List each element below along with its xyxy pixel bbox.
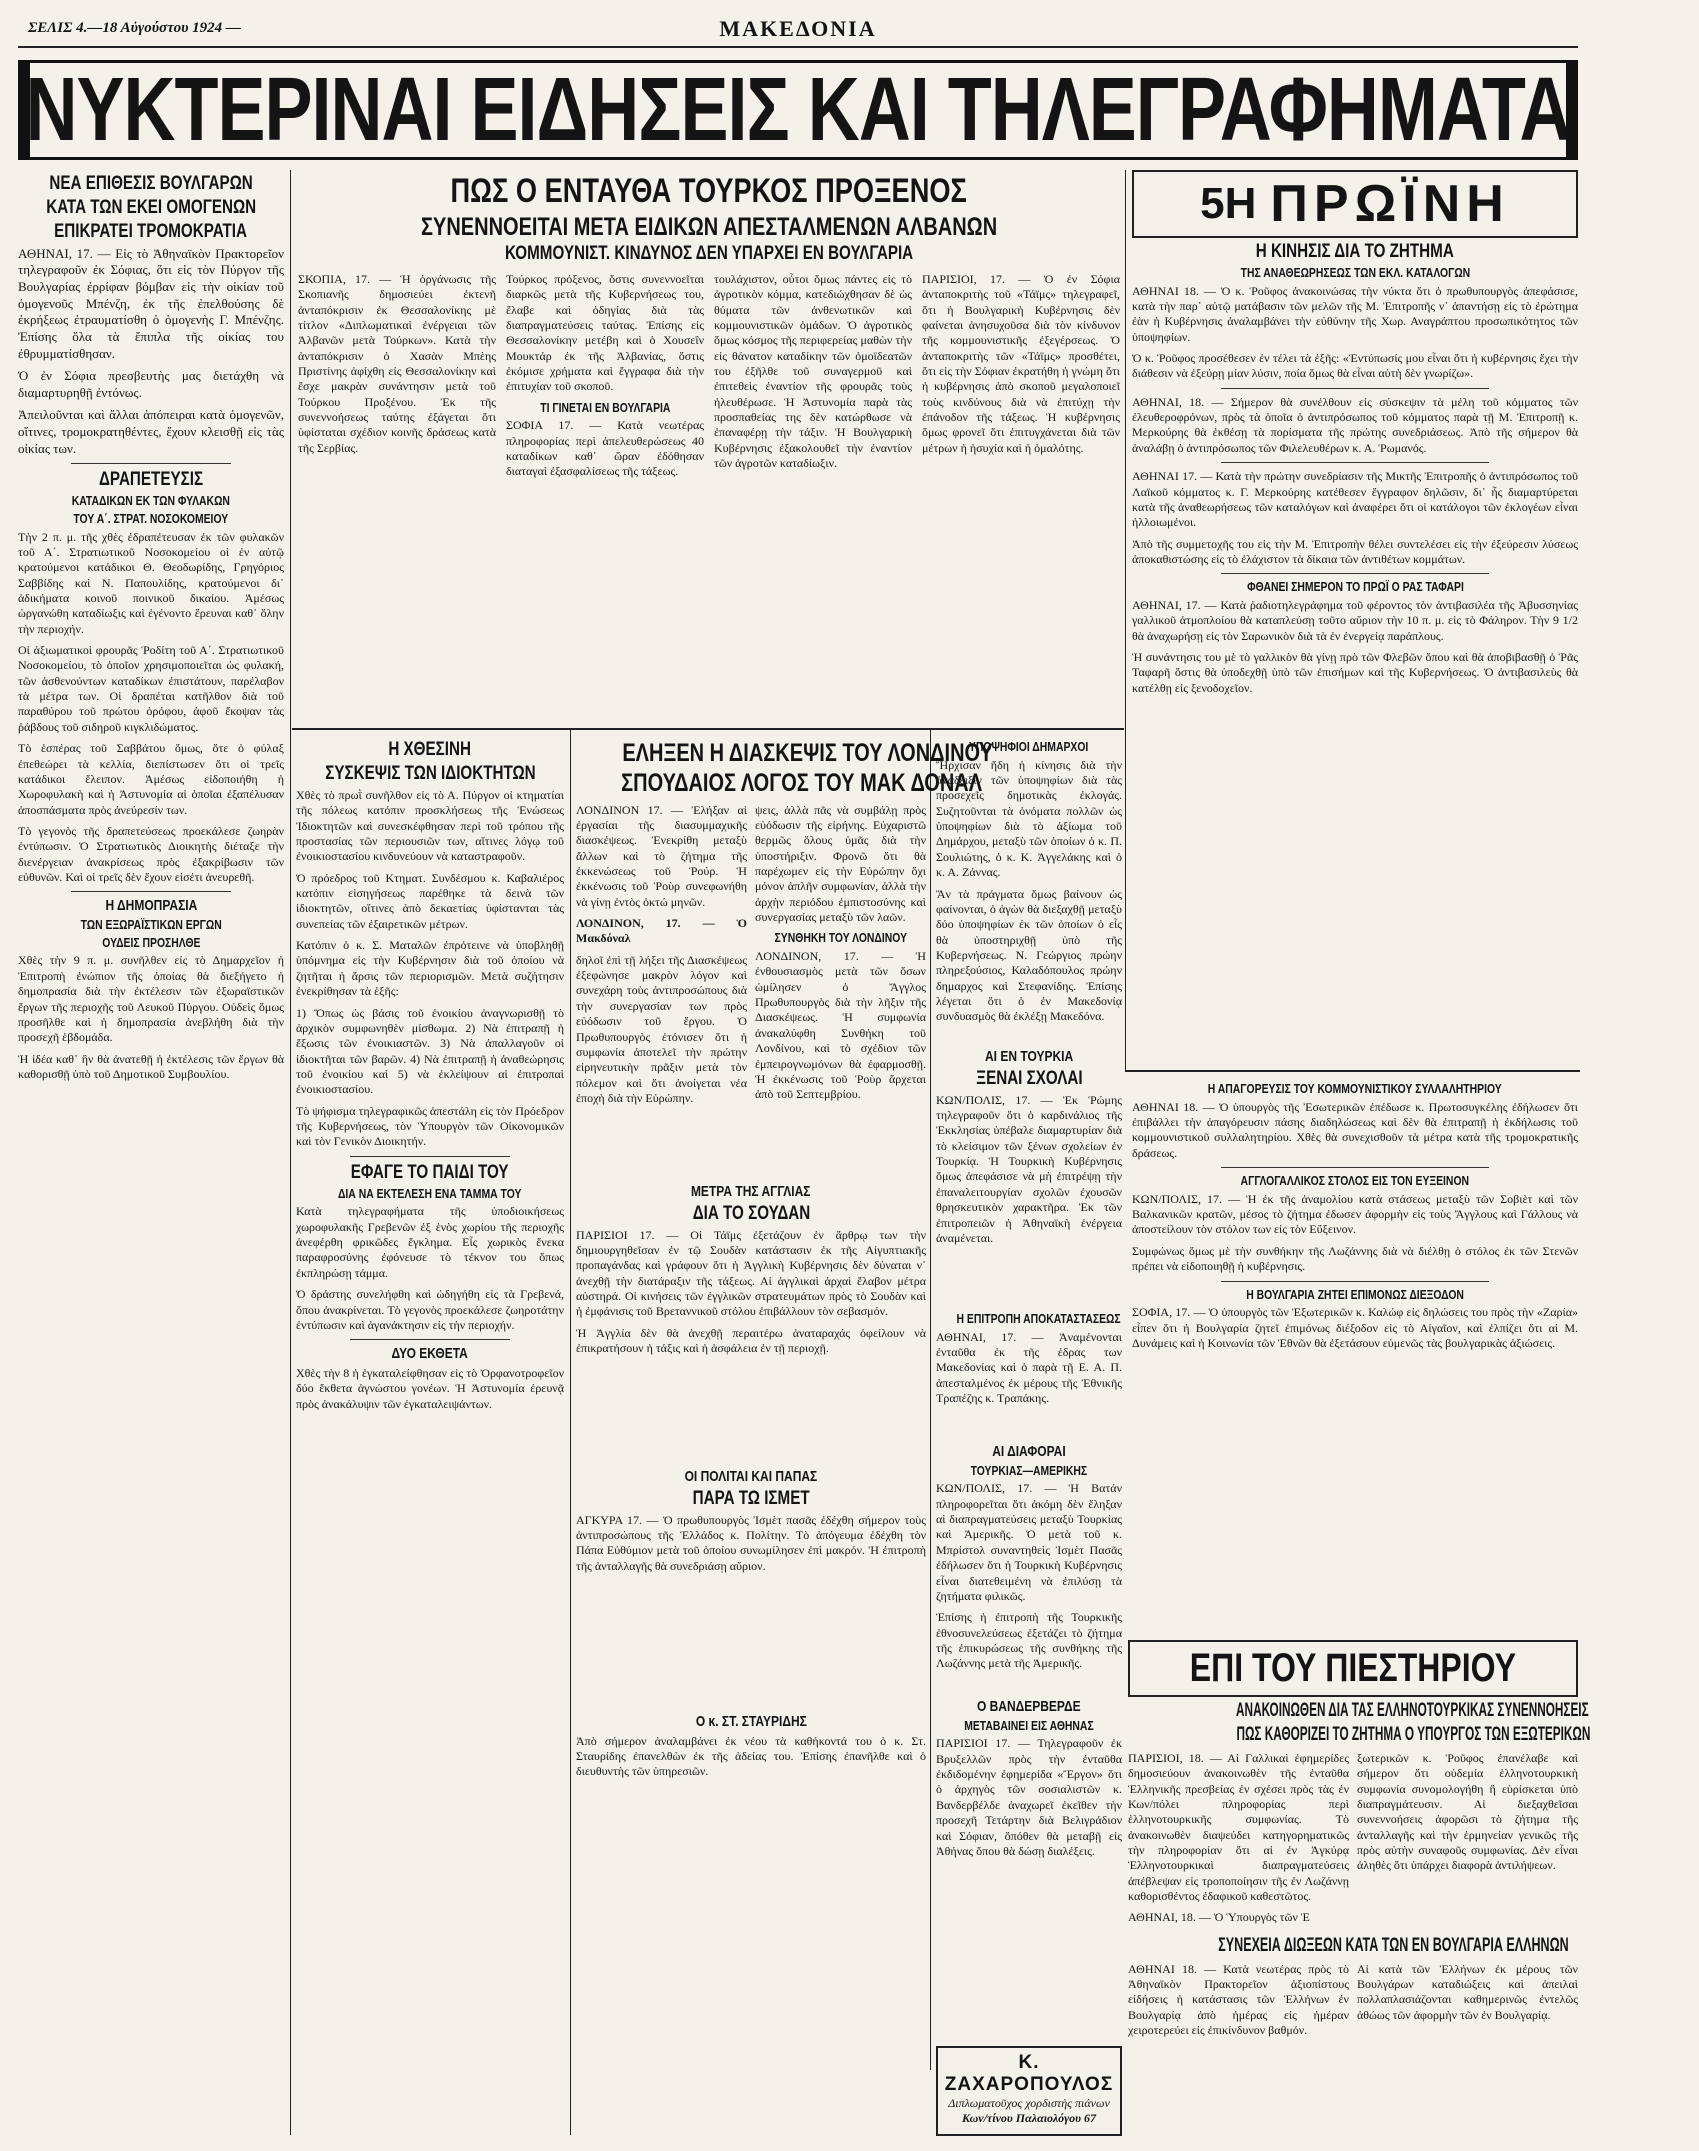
article-subheadline: ΤΩΝ ΕΞΩΡΑΪΣΤΙΚΩΝ ΕΡΓΩΝ: [80, 917, 222, 933]
article-paragraph: ΠΑΡΙΣΙΟΙ, 18. — Αἱ Γαλλικαὶ ἐφημερίδες δημοσιεύουν ἀνακοινωθὲν τῆς ἐνταῦθα Ἑλληνικῆς πρεσβείας ἐν σχέσει πρὸς τὰς ἐν Κων/πόλει πληροφορίας περὶ ἑλληνοτουρκικῆς συμφωνίας. Τὸ ἀνακοινωθὲν διαψεύδει κατηγορηματικῶς τὴν πληροφορίαν ὅτι αἱ ἐν Ἀγκύρᾳ Ἑλληνοτουρκικαὶ διαπραγματεύσεις ἀπέβλεψαν εἰς τροποποίησιν τῆς ἐν Λωζάννῃ καθορισθέντος ἐδαφικοῦ καθεστῶτος.: [1128, 1750, 1349, 1904]
article-headline: ΕΛΗΞΕΝ Η ΔΙΑΣΚΕΨΙΣ ΤΟΥ ΛΟΝΔΙΝΟΥ: [622, 739, 993, 767]
article-paragraph: ΛΟΝΔΙΝΟΝ, 17. — Ἡ ἐνθουσιασμὸς μετὰ τῶν ὅσων ὡμίλησεν ὁ Ἄγγλος Πρωθυπουργὸς διὰ τὴν λῆξιν τῆς Διασκέψεως. Ἡ συμφωνία ἀνακαλύφθη Συνθήκη τοῦ Λονδίνου, καὶ τὸ σχέδιον τῶν ἐμπειρογνωμόνων θὰ ἐφαρμοσθῇ. Ἡ ἐκκένωσις τοῦ Ῥοὺρ ἄρχεται ἀπὸ τοῦ Σεπτεμβρίου.: [755, 949, 926, 1102]
column-rule: [1125, 170, 1126, 1070]
article-paragraph: Τὸ ψήφισμα τηλεγραφικῶς ἀπεστάλη εἰς τὸν Πρόεδρον τῆς Κυβερνήσεως, τὸν Ὑπουργὸν τῶν Οἰκονομικῶν καὶ τὸν Γενικὸν Διοικητήν.: [296, 1103, 564, 1149]
article-headline: ΔΥΟ ΕΚΘΕΤΑ: [391, 1345, 469, 1363]
article-headline: ΑΙ ΔΙΑΦΟΡΑΙ: [992, 1443, 1066, 1460]
article-fleet-black-sea: [1132, 1174, 1578, 1274]
masthead: [18, 14, 1578, 44]
article-separator: [1221, 1281, 1489, 1282]
article-paragraph: Ὁ ἐν Σόφια πρεσβευτὴς μας διετάχθη νὰ διαμαρτυρηθῇ ἐντόνως.: [18, 368, 284, 400]
article-column: [506, 270, 704, 486]
article-owners-meeting: [296, 740, 564, 1150]
article-subheadline: ΤΟΥ Α΄. ΣΤΡΑΤ. ΝΟΣΟΚΟΜΕΙΟΥ: [73, 510, 229, 526]
article-paragraph: ΠΑΡΙΣΙΟΙ 17. — Τηλεγραφοῦν ἐκ Βρυξελλῶν πρὸς τὴν ἐνταῦθα ἐκδιδομένην ἐφημερίδα «Ἔργον» ὅτι ὁ ἀρχηγὸς τῶν σοσιαλιστῶν κ. Βανδερβέλδε ἀναχωρεῖ ἐκεῖθεν τὴν προσεχῆ Τετάρτην διὰ Βελιγράδιον καὶ Σόφιαν, ὅπόθεν θὰ μεταβῇ εἰς Ἀθήνας ὅπου θὰ δώσῃ διαλέξεις.: [936, 1736, 1122, 1858]
article-paragraph: ΚΩΝ/ΠΟΛΙΣ, 17. — Ἡ Βατάν πληροφορεῖται ὅτι ἀκόμη δὲν ἔληξαν αἱ διαπραγματεύσεις μεταξὺ Τουρκίας καὶ Ἀμερικῆς. Ὁ μετὰ τοῦ κ. Μπρίστολ συναντηθεὶς Ἰσμὲτ Πασᾶς ἐδήλωσεν ὅτι ἡ Τουρκικὴ Κυβέρνησις εἶναι διατεθειμένη νὰ ἐπιλύσῃ τὰ ζητήματα φιλικῶς.: [936, 1481, 1122, 1603]
article-columns: [576, 801, 926, 1113]
column-left: [18, 170, 284, 2135]
article-subheadline: ΚΑΤΑΔΙΚΩΝ ΕΚ ΤΩΝ ΦΥΛΑΚΩΝ: [71, 493, 231, 509]
article-paragraph: Αἱ κατὰ τῶν Ἑλλήνων ἐκ μέρους τῶν Βουλγάρων καταδιώξεις καὶ ἀπειλαὶ πολλαπλασιάζονται καθημερινῶς ἐντελῶς ἀθώως τῶν ἀφορμὴν τῶν ἐν Βουλγαρίᾳ.: [1357, 1961, 1578, 2022]
article-paragraph: ΣΟΦΙΑ 17. — Κατὰ νεωτέρας πληροφορίας περὶ ἀπελευθερώσεως 40 καταδίκων καθ᾽ ὥραν ἐδόθησαν διαταγαὶ ἐξασφαλίσεως τῆς τάξεως.: [506, 418, 704, 479]
article-headline: ΥΠΟΨΗΦΙΟΙ ΔΗΜΑΡΧΟΙ: [969, 739, 1089, 754]
article-paragraph: ΠΑΡΙΣΙΟΙ 17. — Οἱ Τάϊμς ἐξετάζουν ἐν ἄρθρῳ των τὴν δημιουργηθεῖσαν ἐν τῷ Σουδὰν κατάστασιν ἐκ τῆς Αἰγυπτιακῆς προπαγάνδας καὶ γράφουν ὅτι ἡ Ἀγγλικὴ Κυβέρνησις δὲν δύναται ν᾽ ἀνεχθῇ τὴν διατάραξιν τῆς τάξεως. Αἱ ἀγγλικαὶ ἀρχαὶ ἔλαβον μέτρα αὐστηρά. Οἱ κινήσεις τῶν ἐγγλικῶν στρατευμάτων πρὸς τὸ Σουδὰν καὶ ἡ ἐμφάνισις τοῦ Βρεταννικοῦ στόλου ἐπιβάλλουν τὸν σεβασμόν.: [576, 1227, 926, 1319]
article-restoration-committee: [936, 1308, 1122, 1438]
article-communist-rally: [1132, 1082, 1578, 1161]
newspaper-name: ΜΑΚΕΔΟΝΙΑ: [719, 16, 877, 41]
article-separator: [71, 891, 231, 892]
article-subheadline: ΔΙΑ ΤΟ ΣΟΥΔΑΝ: [692, 1202, 810, 1224]
article-headline: ΠΩΣ Ο ΕΝΤΑΥΘΑ ΤΟΥΡΚΟΣ ΠΡΟΞΕΝΟΣ: [450, 172, 968, 210]
article-child-crime: [296, 1163, 564, 1333]
article-auction: [18, 898, 284, 1082]
article-subheadline: ΜΕΤΑΒΑΙΝΕΙ ΕΙΣ ΑΘΗΝΑΣ: [964, 1717, 1094, 1733]
article-separator: [350, 1156, 511, 1157]
article-paragraph: ΑΘΗΝΑΙ, 18. — Σήμερον θὰ συνέλθουν εἰς σύσκεψιν τὰ μέλη τοῦ κόμματος τῶν ἐλευθεροφρόνων, πρὸς τὰ ὁποῖα ὁ ἀντιπρόσωπος τοῦ κόμματος παρὰ τῇ Μ. Ἐπιτροπῇ κ. Μερκούρης θὰ ἐκθέσῃ τὰ πορίσματα τῆς πρώτης συνεδριάσεως. Ἀπὸ τῆς σήμερον θὰ ἀναλάβῃ ὁ ἀντιπρόσωπος τῶν Φιλελευθέρων κ. Α. Ῥωμανός.: [1132, 394, 1578, 455]
article-paragraph: Ὁ δράστης συνελήφθη καὶ ὡδηγήθη εἰς τὰ Γρεβενά, ὅπου ἀνακρίνεται. Τὸ γεγονὸς προεκάλεσε ζωηροτάτην ἐντύπωσιν καὶ ἀγανάκτησιν εἰς τὴν περιοχήν.: [296, 1287, 564, 1332]
article-subheadline: ΔΙΑ ΝΑ ΕΚΤΕΛΕΣΗ ΕΝΑ ΤΑΜΜΑ ΤΟΥ: [338, 1185, 522, 1201]
article-columns: [1128, 1749, 1578, 1932]
article-paragraph: δηλοῖ ἐπὶ τῇ λήξει τῆς Διασκέψεως ἐξεφώνησε μακρὸν λόγον καὶ συνεχάρη τοὺς ἀντιπροσώπους διὰ τὴν συνεργασίαν των πρὸς εὐόδωσιν τοῦ ἔργου. Ὁ Πρωθυπουργὸς ἐτόνισεν ὅτι ἡ συμφωνία ἀποτελεῖ τὴν πρώτην εἰρηνευτικὴν πρᾶξιν μετὰ τὸν πόλεμον καὶ ὅτι ἀνοίγεται νέα ἐποχὴ διὰ τὴν Εὐρώπην.: [576, 952, 747, 1105]
masthead-rule: [18, 46, 1578, 48]
article-paragraph: ΚΩΝ/ΠΟΛΙΣ, 17. — Ἡ ἐκ τῆς ἀναμολίου κατὰ στάσεως μεταξὺ τῶν Σοβιὲτ καὶ τῶν Βαλκανικῶν κρατῶν, μέσος τὸ ζήτημα ἐδωσεν ἀφορμὴν εἰς τοὺς Ἄγγλους καὶ Γάλλους νὰ ἀποστείλουν τὸν στόλον των εἰς τὸν Εὔξεινον.: [1132, 1191, 1578, 1237]
article-separator: [1221, 462, 1489, 463]
article-headline: ΕΠΙ ΤΟΥ ΠΙΕΣΤΗΡΙΟΥ: [1128, 1640, 1578, 1697]
article-headline: ΟΙ ΠΟΛΙΤΑΙ ΚΑΙ ΠΑΠΑΣ: [684, 1468, 818, 1485]
article-paragraph: Ἀπὸ τῆς συμμετοχῆς του εἰς τὴν Μ. Ἐπιτροπὴν θέλει συντελέσει εἰς τὴν ἐξεύρεσιν λύσεως ἀποκαθιστώσης εἰς τὸ ἐλάχιστον τὰ δίκαια τῶν ἀντιθέτων κομμάτων.: [1132, 536, 1578, 566]
article-headline: Η ΕΠΙΤΡΟΠΗ ΑΠΟΚΑΤΑΣΤΑΣΕΩΣ: [956, 1311, 1121, 1326]
article-paragraph: Ἡ συνάντησις του μὲ τὸ γαλλικὸν θὰ γίνῃ πρὸ τῶν Φλεβῶν ὅπου καὶ θὰ ἀποβιβασθῇ ὁ Ῥᾶς Ταφαρῆ ὅστις θὰ ὑποδεχθῇ ὑπὸ τῶν ἐπισήμων καὶ τῆς Κυβερνήσεως. Ὁ ἀντιβασιλεὺς θὰ κατέλθῃ εἰς ξενοδοχεῖον.: [1132, 650, 1578, 695]
edition-label: ΠΡΩΪΝΗ: [1270, 175, 1510, 233]
article-london-conference: [576, 736, 993, 1176]
article-headline: Η ΔΗΜΟΠΡΑΣΙΑ: [105, 897, 197, 915]
article-column: [1128, 1749, 1349, 1932]
article-separator: [71, 463, 231, 464]
article-columns: [1128, 1960, 1578, 2045]
article-paragraph: 1) Ὅπως ὡς βάσις τοῦ ἐνοικίου ἀναγνωρισθῇ τὸ ἀρχικὸν συμφωνηθὲν μίσθωμα. 2) Νὰ ἐπιτραπῇ ἡ ἔξωσις τῶν ἐνοικιαστῶν. 3) Νὰ ἀπαλλαγοῦν οἱ ἰδιοκτῆται τῶν βαρῶν. 4) Νὰ ἐπιτραπῇ ἡ ἀναθεώρησις τοῦ ἐνοικίου καὶ 5) νὰ ἐκλείψουν αἱ ἐπιτροπαὶ ἐνοικιοστασίου.: [296, 1005, 564, 1097]
article-headline: Η ΚΙΝΗΣΙΣ ΔΙΑ ΤΟ ΖΗΤΗΜΑ: [1255, 241, 1455, 262]
article-paragraph: ΣΚΟΠΙΑ, 17. — Ἡ ὀργάνωσις τῆς Σκοπιανῆς δημοσιεύει ἐκτενῆ ἀνταπόκρισιν ἐκ Θεσσαλονίκης μὲ τίτλον «Διπλωματικαὶ ἐνέργειαι τῶν Ἀλβανῶν μετὰ Τούρκων». Κατὰ τὴν ἀνταπόκρισιν ὁ Χασὰν Μπὲης Πριστίνης ἀφίχθη εἰς Θεσσαλονίκην καὶ ἔσχε μακρὰν συνάντησιν μετὰ τοῦ Τούρκου Προξένου. Ἐκ τῆς συνεννοήσεως ταύτης ἐξάγεται ὅτι ὑφίσταται σχέδιον κοινῆς δράσεως κατὰ τῆς Σερβίας.: [298, 271, 496, 455]
article-paragraph: ΑΘΗΝΑΙ 18. — Ὁ κ. Ῥοῦφος ἀνακοινώσας τὴν νύκτα ὅτι ὁ πρωθυπουργὸς ἀπεφάσισε, κατὰ τὴν παρ᾽ αὐτῷ ματάβασιν τῶν μελῶν τῆς Μ. Ἐπιτροπῆς ν᾽ ἀπαντήσῃ εἰς τὸ ἐρώτημα ἐὰν ἡ Κυβέρνησις ἀναλαμβάνει τὴν εὐθύνην τῆς Χωρ. Αναγράπτου προσωπικότητος τῶν ὑποψηφίων.: [1132, 283, 1578, 344]
article-bulgaria-outlet: [1132, 1288, 1578, 1352]
article-headline: Ο κ. ΣΤ. ΣΤΑΥΡΙΔΗΣ: [695, 1713, 807, 1730]
article-paragraph: Χθὲς τὸ πρωῒ συνῆλθον εἰς τὸ Α. Πύργον οἱ κτηματίαι τῆς πόλεως κατόπιν προσκλήσεως τῆς Ἑνώσεως Ἰδιοκτητῶν καὶ συνεσκέφθησαν περὶ τοῦ τρόπου τῆς προστασίας τῶν περιουσιῶν των, αἵτινες λόγῳ τοῦ ἐνοικιοστασίου κινδυνεύουν νὰ καταστραφοῦν.: [296, 787, 564, 864]
article-mayor-candidates: [936, 736, 1122, 1041]
article-headline: Η ΧΘΕΣΙΝΗ: [388, 739, 472, 760]
article-paragraph: ΑΘΗΝΑΙ 18. — Κατὰ νεωτέρας πρὸς τὸ Ἀθηναϊκὸν Πρακτορεῖον ἀξιοπίστους εἰδήσεις ἡ κατάστασις τῶν Ἑλλήνων ἐν Βουλγαρίᾳ ἀπὸ ἡμέρας εἰς ἡμέραν χειροτερεύει εἰς ἐπικίνδυνον βαθμόν.: [1128, 1961, 1349, 2038]
article-paragraph: ΛΟΝΔΙΝΟΝ 17. — Ἐλήξαν αἱ ἐργασίαι τῆς διασυμμαχικῆς διασκέψεως. Ἐνεκρίθη μεταξὺ ἄλλων καὶ τὸ ζήτημα τῆς ἐκκενώσεως τοῦ Ῥούρ. Ἡ ἐκκένωσις τοῦ Ῥοὺρ συνεφωνήθη νὰ γίνῃ ἐντὸς ὀκτώ μηνῶν.: [576, 802, 747, 909]
article-paragraph: Τούρκος πρόξενος, ὅστις συνεννοεῖται διαρκῶς μετὰ τῆς Κυβερνήσεως του, ἔλαβε καὶ ὁδηγίας διὰ τὰς διαπραγματεύσεις ταύτας. Ἐπίσης εἰς Θεσσαλονίκην μετέβη καὶ ὁ Χουσεΐν Μουκτάρ ἐκ τῆς Ἀλβανίας, ὅστις ἐκόμισε χρήματα καὶ ἔγγραφα διὰ τὴν ἐπιτυχίαν τοῦ σκοποῦ.: [506, 271, 704, 394]
page-date-line: ΣΕΛΙΣ 4.—18 Αὐγούστου 1924 —: [28, 20, 241, 36]
article-subheadline: ΑΝΑΚΟΙΝΩΘΕΝ ΔΙΑ ΤΑΣ ΕΛΛΗΝΟΤΟΥΡΚΙΚΑΣ ΣΥΝΕΝΝΟΗΣΕΙΣ: [1236, 1700, 1589, 1721]
article-paragraph: Οἱ ἀξιωματικοὶ φρουρᾶς Ῥοδίτη τοῦ Α΄. Στρατιωτικοῦ Νοσοκομείου, τὸ ὁποῖον χρησιμοποιεῖται ὡς φυλακή, τῶν ἀσθενούντων καταδίκων ἐπιστάτουν, παρέλαβον τὰ μέτρα των. Οἱ δραπέται κατῆλθον διὰ τοῦ παραθύρου τοῦ πρώτου ὀρόφου, ἀφοῦ ἔκοψαν τὰς ῥάβδους τοῦ σιδηροῦ κιγκλιδώματος.: [18, 643, 284, 734]
article-paragraph: ΚΩΝ/ΠΟΛΙΣ, 17. — Ἐκ Ῥώμης τηλεγραφοῦν ὅτι ὁ καρδινάλιος τῆς Ἐκκλησίας ὑπέβαλε διαμαρτυρίαν διὰ τὸ κλείσιμον τῶν ξένων σχολείων ἐν Τουρκίᾳ. Ἡ Τουρκικὴ Κυβέρνησις ὅμως ἀπεφάσισε νὰ μὴ ἐπιτρέψῃ τὴν ἐπαναλειτουργίαν σχολῶν ἐχουσῶν θρησκευτικὸν χαρακτῆρα. Ἐκ τῶν ἐπιτροπειῶν ἡ Ἀθηναϊκὴ ἐνέργεια ἀναμένεται.: [936, 1092, 1122, 1245]
article-paragraph: τουλάχιστον, οὗτοι ὅμως πάντες εἰς τὸ ἀγροτικὸν κόμμα, κατεδιώχθησαν δὲ ὡς θύματα τῶν ἀνθενωτικῶν καὶ κομμουνιστικῶν ὁμάδων. Ὁ ἀγροτικὸς ὅμως κόσμος τῆς περιφερείας μαθὼν τὴν εἰς θάνατον καταδίκην τῶν ὁμοϊδεατῶν του ἐξῆλθε τοῦ συναγερμοῦ καὶ ἐπιτεθεὶς ἐναντίον τῆς φρουρᾶς τοὺς ἠλευθέρωσε. Ἡ Ἀστυνομία παρὰ τὰς προσπαθείας της δὲν κατώρθωσε νὰ ἐπαναφέρῃ τὴν τάξιν. Ἡ Βουλγαρικὴ Κυβέρνησις ἐξακολουθεῖ τὴν ἐναντίον τῶν ἀγροτῶν καταδίωξιν.: [714, 271, 912, 471]
article-paragraph: Ἡ Ἀγγλία δὲν θὰ ἀνεχθῇ περαιτέρω ἀναταραχάς ὀφείλουν νὰ ἐπικρατήσουν ἡ τάξις καὶ ἡ ἀσφάλεια ἐν τῇ περιοχῇ.: [576, 1325, 926, 1356]
edition-number: 5Η: [1200, 179, 1257, 228]
article-foreign-schools: [936, 1045, 1122, 1305]
horizontal-rule: [1125, 1070, 1580, 1072]
advertiser-address: Κων/τίνου Παλαιολόγου 67: [961, 2111, 1097, 2125]
article-ras-tafari: [1132, 580, 1578, 696]
advertiser-profession: Διπλωματοῦχος χορδιστὴς πιάνων: [948, 2096, 1110, 2110]
article-separator: [1221, 1167, 1489, 1168]
column-right-lower: [1132, 1078, 1578, 1633]
article-paragraph: ΑΘΗΝΑΙ, 17. — Κατὰ ῥαδιοτηλεγράφημα τοῦ φέροντος τὸν ἀντιβασιλέα τῆς Ἀβυσσηνίας γαλλικοῦ ἀτμοπλοίου θὰ καταπλεύσῃ τοῦτο αὔριον τὴν 10 π. μ. εἰς τὸ Φάληρον. Τὴν 9 1/2 θὰ ἀναχωρήσῃ εἰς τὸν Σαρωνικὸν διὰ τὰ ἐν ἐνεργείᾳ παράπλους.: [1132, 597, 1578, 643]
article-headline: Η ΑΠΑΓΟΡΕΥΣΙΣ ΤΟΥ ΚΟΜΜΟΥΝΙΣΤΙΚΟΥ ΣΥΛΛΑΛΗΤΗΡΙΟΥ: [1208, 1081, 1502, 1096]
article-paragraph: ΑΘΗΝΑΙ 17. — Κατὰ τὴν πρώτην συνεδρίασιν τῆς Μικτῆς Ἐπιτροπῆς ὁ ἀντιπρόσωπος τοῦ Λαϊκοῦ κόμματος κ. Γ. Μερκούρης κατέθεσεν ἔγγραφον δηλῶσιν, δι᾽ ἧς διαμαρτύρεται κατὰ τῆς ἀναθεωρήσεως τῶν καταλόγων καὶ ἀναφέρει ὅτι οἱ κατάλογοι τῶν ἐκλογέων εἶναι ἠλλοιωμένοι.: [1132, 469, 1578, 530]
article-paragraph: Συμφώνως ὅμως μὲ τὴν συνθήκην τῆς Λωζάννης διὰ νὰ διέλθῃ ὁ στόλος ἐκ τῶν Στενῶν πρέπει νὰ εἰδοποιηθῇ ἡ κυβέρνησις.: [1132, 1243, 1578, 1274]
article-piestirio: [1128, 1640, 1591, 2135]
article-headline: Η ΒΟΥΛΓΑΡΙΑ ΖΗΤΕΙ ΕΠΙΜΟΝΩΣ ΔΙΕΞΟΔΟΝ: [1246, 1286, 1464, 1302]
column-rule: [570, 730, 571, 2135]
article-subheadline: ΟΥΔΕΙΣ ΠΡΟΣΗΛΘΕ: [101, 934, 201, 950]
horizontal-rule: [292, 728, 1124, 730]
article-separator: [1221, 573, 1489, 574]
article-subheadline: ΚΟΜΜΟΥΝΙΣΤ. ΚΙΝΔΥΝΟΣ ΔΕΝ ΥΠΑΡΧΕΙ ΕΝ ΒΟΥΛΓΑΡΙΑ: [504, 242, 914, 264]
article-sudan: [576, 1180, 926, 1460]
article-headline: ΣΥΝΕΧΕΙΑ ΔΙΩΞΕΩΝ ΚΑΤΑ ΤΩΝ ΕΝ ΒΟΥΛΓΑΡΙΑ ΕΛΛΗΝΩΝ: [1218, 1934, 1569, 1956]
article-paragraph: ΑΓΚΥΡΑ 17. — Ὁ πρωθυπουργὸς Ἰσμὲτ πασᾶς ἐδέχθη σήμερον τοὺς ἀντιπροσώπους τῆς Ἑλλάδος κ. Πολίτην. Τὸ ἀπόγευμα ἐδέχθη τὸν Πάπα Εὐθύμιον μετὰ τοῦ ὁποίου συνωμίλησεν ἐπὶ μακρόν. Ἡ ἐπιτροπὴ τῆς ἀνταλλαγῆς θὰ συνεδριάσῃ αὔριον.: [576, 1512, 926, 1573]
column-second: [296, 736, 564, 2136]
article-paragraph: Ἀπὸ σήμερον ἀναλαμβάνει ἐκ νέου τὰ καθήκοντά του ὁ κ. Στ. Σταυρίδης ἐπανελθὼν ἐκ τῆς ἀδείας του. Ἐπίσης ἐπανῆλθε καὶ ὁ διευθυντὴς τῶν ὑπηρεσιῶν.: [576, 1733, 926, 1779]
article-paragraph: Ἂν τὰ πράγματα ὅμως βαίνουν ὡς φαίνονται, ὁ ἀγὼν θὰ διεξαχθῇ μεταξὺ δύο ὑποψηφίων ἐκ τῶν ὁποίων ὁ εἷς θὰ ὑποστηριχθῇ ὑπὸ τῆς Κυβερνήσεως. Ν. Γεώργιος πρώην πληρεξούσιος, Καλαδόπουλος πρώην δημαρχος καὶ Στεφανίδης. Ἐπίσης λέγεται ὅτι ὁ ἐν Μακεδονίᾳ συνδυασμὸς θὰ ἐκλέξῃ Μακεδόνα.: [936, 886, 1122, 1024]
article-headline: ΔΡΑΠΕΤΕΥΣΙΣ: [98, 469, 204, 491]
article-headline: ΜΕΤΡΑ ΤΗΣ ΑΓΓΛΙΑΣ: [691, 1183, 811, 1200]
article-paragraph: Ἡ ἰδέα καθ᾽ ἣν θὰ ἀνατεθῇ ἡ ἐκτέλεσις τῶν ἔργων θὰ καθορισθῇ ὑπὸ τοῦ Δημοτικοῦ Συμβουλίου.: [18, 1051, 284, 1081]
article-headline: ΚΑΤΑ ΤΩΝ ΕΚΕΙ ΟΜΟΓΕΝΩΝ: [46, 196, 256, 218]
article-headline: ΕΦΑΓΕ ΤΟ ΠΑΙΔΙ ΤΟΥ: [351, 1161, 509, 1183]
section-banner-title: ΝΥΚΤΕΡΙΝΑΙ ΕΙΔΗΣΕΙΣ ΚΑΙ ΤΗΛΕΓΡΑΦΗΜΑΤΑ: [25, 60, 1571, 160]
article-headline: ΦΘΑΝΕΙ ΣΗΜΕΡΟΝ ΤΟ ΠΡΩΪ Ο ΡΑΣ ΤΑΦΑΡΙ: [1246, 579, 1464, 595]
article-headline: ΑΙ ΕΝ ΤΟΥΡΚΙΑ: [984, 1048, 1074, 1065]
article-paragraph: ψεις, ἀλλὰ πᾶς νὰ συμβάλῃ πρὸς εὐόδωσιν τῆς εἰρήνης. Εὐχαριστῶ θερμῶς ὅλους ὑμᾶς διὰ τὴν ὑποστήριξιν. Φρονῶ ὅτι θὰ παρέχωμεν εἰς τὴν Εὐρώπην ὄχι μόνον ἁπλῆν συμφωνίαν, ἀλλὰ τὴν ἀρχὴν περιόδου ἐμπιστοσύνης καὶ συνεργασίας μεταξὺ τῶν λαῶν.: [755, 802, 926, 925]
advertiser-name: Κ. ΖΑΧΑΡΟΠΟΥΛΟΣ: [944, 2052, 1114, 2095]
article-columns: [298, 270, 1120, 486]
section-banner: [18, 60, 1578, 160]
article-paragraph: Τὸ ἑσπέρας τοῦ Σαββάτου ὅμως, ὅτε ὁ φύλαξ ἐπεθεώρει τὰ κελλία, διεπίστωσεν ὅτι οἱ τρεῖς κατάδικοι ἔλειπον. Ἀμέσως εἰδοποιήθη ἡ Χωροφυλακὴ καὶ ἡ Ἀστυνομία αἱ ὁποῖαι ἐξαπέλυσαν ἀποσπάσματα πρὸς ἀνεύρεσίν των.: [18, 741, 284, 817]
article-column: [576, 801, 747, 1113]
article-stavridis: [576, 1710, 926, 2130]
article-subheadline: ΣΥΝΘΗΚΗ ΤΟΥ ΛΟΝΔΙΝΟΥ: [774, 930, 907, 946]
article-prisoners-escape: [18, 470, 284, 885]
article-paragraph: Κατόπιν ὁ κ. Σ. Ματαλῶν ἐπρότεινε νὰ ὑποβληθῇ ὑπόμνημα εἰς τὴν Κυβέρνησιν διὰ τοῦ ὁποίου νὰ ζητῆται ἡ ἄρσις τῶν περιορισμῶν. Μετὰ συζήτησιν ἐνεκρίθησαν τὰ ἑξῆς:: [296, 938, 564, 999]
article-paragraph: Χθὲς τὴν 9 π. μ. συνῆλθεν εἰς τὸ Δημαρχεῖον ἡ Ἐπιτροπὴ ἐνώπιον τῆς ὁποίας θὰ διεξήγετο ἡ δημοπρασία διὰ τὴν ἐκτέλεσιν τῶν ἐξωραϊστικῶν ἔργων τῆς περιοχῆς τοῦ Λευκοῦ Πύργου. Οὐδεὶς ὅμως προσῆλθε καὶ ἡ δημοπρασία ἀνεβλήθη διὰ τὴν προσεχῆ ἑβδομάδα.: [18, 953, 284, 1045]
article-paragraph: Ἀπειλοῦνται καὶ ἄλλαι ἀπόπειραι κατὰ ὁμογενῶν, οἵτινες, τρομοκρατηθέντες, ἔχουν κλεισθῇ εἰς τὰς οἰκίας των.: [18, 407, 284, 456]
article-column: [755, 801, 926, 1113]
article-paragraph: ΑΘΗΝΑΙ, 17. — Εἰς τὸ Ἀθηναϊκὸν Πρακτορεῖον τηλεγραφοῦν ἐκ Σόφιας, ὅτι εἰς τὸν Πύργον τῆς Βουλγαρίας ἐρρίφαν βόμβαν εἰς τὴν οἰκίαν τοῦ ὁμογενοῦς Μπένζη, ἐκ τῆς ἐπελθούσης δὲ ἐκρήξεως ἐτραυματίσθη ὁ ὁμογενὴς Γ. Μπένζης. Ἐπίσης ὅλα τὰ ἔπιπλα τῆς οἰκίας του ἐθρυμματίσθησαν.: [18, 245, 284, 361]
article-paragraph: Τὴν 2 π. μ. τῆς χθὲς ἐδραπέτευσαν ἐκ τῶν φυλακῶν τοῦ Α΄. Στρατιωτικοῦ Νοσοκομείου οἱ ἐν αὐτῷ κρατούμενοι κατάδικοι Θ. Θεοδωρίδης, Γρηγόριος Σαββίδης καὶ Ν. Παπουλίδης, κρατούμενοι δι᾽ ἀδικήματα κοινοῦ ποινικοῦ δικαίου. Ἀμέσως ὡργανώθη καταδίωξις καὶ ἐγένοντο ἔρευναι καθ᾽ ὅλην τὴν περιοχήν.: [18, 529, 284, 636]
article-ismet: [576, 1465, 926, 1705]
article-subheadline: ΠΑΡΑ ΤΩ ΙΣΜΕΤ: [692, 1487, 810, 1509]
article-paragraph: ΑΘΗΝΑΙ 18. — Ὁ ὑπουργὸς τῆς Ἐσωτερικῶν ἐπέδωσε κ. Πρωτοσυγκέλης ἐδήλωσεν ὅτι ἐπιβάλλει τὴν ἀπαγόρευσιν πάσης διαδηλώσεως καὶ δὲν θὰ ἐπιτραπῇ ἡ ἐκδήλωσις τοῦ κομμουνιστικοῦ συλλαλητηρίου. Χθὲς θὰ συνεχισθοῦν τὰ μέτρα κατὰ τῆς τρομοκρατικῆς δράσεως.: [1132, 1099, 1578, 1160]
article-bulgarian-attacks: [18, 174, 284, 457]
article-paragraph: ξωτερικῶν κ. Ῥοῦφος ἐπανέλαβε καὶ σήμερον ὅτι οὐδεμία ἑλληνοτουρκικὴ συμφωνία συνομολογήθη ἢ εὑρίσκεται ὑπὸ διαπραγμάτευσιν. Αἱ διεξαχθεῖσαι συνεννοήσεις ἀφορῶσι τὸ ζήτημα τῆς ἀνταλλαγῆς καὶ τὴν ἑρμηνείαν γενικῶς τῆς πρὸς αὐτὴν συναφοῦς συμφωνίας. Δὲν εἶναι ἀληθὲς ὅτι ὑπάρχει διαφορὰ ἀντιλήψεων.: [1357, 1750, 1578, 1873]
article-paragraph: Τὸ γεγονὸς τῆς δραπετεύσεως προεκάλεσε ζωηρὰν ἐντύπωσιν. Ὁ Στρατιωτικὸς Διοικητὴς διέταξε τὴν διενέργειαν ἀνακρίσεως πρὸς ἐξακρίβωσιν τῶν εὐθυνῶν. Καὶ οἱ τρεῖς δὲν ἔχουν εἰσέτι ἀνευρεθῆ.: [18, 824, 284, 885]
article-electoral-lists: [1132, 242, 1578, 382]
article-headline: ΑΓΓΛΟΓΑΛΛΙΚΟΣ ΣΤΟΛΟΣ ΕΙΣ ΤΟΝ ΕΥΞΕΙΝΟΝ: [1240, 1173, 1470, 1189]
article-paragraph: Χθὲς τὴν 8 ἡ ἐγκαταλείφθησαν εἰς τὸ Ὀρφανοτροφεῖον δύο ἔκθετα ἀγνώστου γονέων. Ἡ Ἀστυνομία ἐρευνᾷ πρὸς ἀνακάλυψιν τῶν ἐγκαταλειψάντων.: [296, 1365, 564, 1411]
article-subheadline: ΠΩΣ ΚΑΘΟΡΙΖΕΙ ΤΟ ΖΗΤΗΜΑ Ο ΥΠΟΥΡΓΟΣ ΤΩΝ ΕΞΩΤΕΡΙΚΩΝ: [1236, 1723, 1591, 1745]
article-headline: ΣΥΣΚΕΨΙΣ ΤΩΝ ΙΔΙΟΚΤΗΤΩΝ: [324, 762, 536, 784]
article-subheadline: ΤΙ ΓΙΝΕΤΑΙ ΕΝ ΒΟΥΛΓΑΡΙΑ: [539, 399, 671, 415]
article-subheadline: ΤΗΣ ΑΝΑΘΕΩΡΗΣΕΩΣ ΤΩΝ ΕΚΛ. ΚΑΤΑΛΟΓΩΝ: [1240, 264, 1470, 280]
article-paragraph: ΑΘΗΝΑΙ, 17. — Ἀναμένονται ἐνταῦθα ἐκ τῆς ἐδρας των Μακεδονίας καὶ ὁ παρὰ τῇ Ε. Α. Π. ἀπεσταλμένος ἐκ μέρους τῆς Ἐθνικῆς Τραπέζης κ. Τραπάκης.: [936, 1329, 1122, 1406]
article-subheadline: ΤΟΥΡΚΙΑΣ—ΑΜΕΡΙΚΗΣ: [970, 1462, 1088, 1478]
article-two-foundlings: [296, 1346, 564, 1412]
article-subheadline: ΣΥΝΕΝΝΟΕΙΤΑΙ ΜΕΤΑ ΕΙΔΙΚΩΝ ΑΠΕΣΤΑΛΜΕΝΩΝ ΑΛΒΑΝΩΝ: [420, 212, 998, 241]
article-paragraph: Ἐπίσης ἡ ἐπιτροπὴ τῆς Τουρκικῆς ἐθνοσυνελεύσεως ἐξετάζει τὸ ζήτημα τῆς ἐπικυρώσεως τῆς συνθήκης τῆς Λωζάννης μετὰ τῆς Ἀμερικῆς.: [936, 1610, 1122, 1671]
article-headline: ΝΕΑ ΕΠΙΘΕΣΙΣ ΒΟΥΛΓΑΡΩΝ: [49, 173, 253, 194]
article-headline: ΕΠΙΚΡΑΤΕΙ ΤΡΟΜΟΚΡΑΤΙΑ: [54, 220, 248, 242]
column-right: [1132, 170, 1578, 1065]
column-rule: [290, 170, 291, 2135]
edition-box: [1132, 170, 1578, 238]
article-dateline: ΛΟΝΔΙΝΟΝ, 17. — Ὁ Μακδόναλ: [576, 916, 747, 946]
article-paragraph: Ὁ πρόεδρος τοῦ Κτηματ. Συνδέσμου κ. Καβαλιέρος κατόπιν εἰσηγήσεως παρέθηκε τὰ δεινὰ τῶν ἰδιοκτητῶν, οἵτινες ἀπὸ δεκαετίας ὑφίστανται τὰς συνεπείας τῶν ἐξαιρετικῶν μέτρων.: [296, 870, 564, 931]
article-paragraph: Κατὰ τηλεγραφήματα τῆς ὑποδιοικήσεως χωροφυλακῆς Γρεβενῶν ἐξ ἑνὸς χωρίου τῆς περιοχῆς ἀνεφέρθη φρικῶδες ἔγκλημα. Εἷς χωρικὸς ἕνεκα παραφροσύνης ἐφόνευσε τὸ τέκνον του ὅπως ἐκπληρώσῃ τάμμα.: [296, 1204, 564, 1280]
article-paragraph: ΠΑΡΙΣΙΟΙ, 17. — Ὁ ἐν Σόφια ἀνταποκριτὴς τοῦ «Τάϊμς» τηλεγραφεῖ, ὅτι ἡ Βουλγαρικὴ Κυβέρνησις δὲν φαίνεται ἀνησυχοῦσα διὰ τὸν κίνδυνον τῆς κομμουνιστικῆς ἐξεγέρσεως. Ὁ ἀνταποκριτὴς τῶν «Τάϊμς» προσθέτει, ὅτι εἰς τὴν Σόφιαν ἐκρατήθη ἡ γνώμη ὅτι ἡ κυβέρνησις ἀπὸ σκοποῦ μεγαλοποιεῖ τοὺς κινδύνους διὰ νὰ ἐπιτύχῃ τὴν ἐπάνοδον τῆς τάξεως. Ἡ κυβέρνησις ὅμως φρονεῖ ὅτι ἐπιτυγχάνεται διὰ τῶν μέτρων ἡ ἡσυχία καὶ ἡ ὁμαλότης.: [922, 271, 1120, 455]
article-headline: Ο ΒΑΝΔΕΡΒΕΡΔΕ: [977, 1698, 1081, 1715]
article-paragraph: Ὁ κ. Ῥοῦφος προσέθεσεν ἐν τέλει τὰ ἑξῆς: «Ἐντύπωσίς μου εἶναι ὅτι ἡ κυβέρνησις ἔχει τὴν διάθεσιν νὰ ἐξεύρῃ μίαν λύσιν, ποία ὅμως θὰ εἶναι αὐτὴ δὲν γνωρίζω».: [1132, 351, 1578, 381]
article-subheadline: ΣΠΟΥΔΑΙΟΣ ΛΟΓΟΣ ΤΟΥ ΜΑΚ ΔΟΝΑΛ: [621, 769, 983, 798]
article-paragraph: ΑΘΗΝΑΙ, 18. — Ὁ Ὑπουργὸς τῶν Ἐ: [1128, 1910, 1310, 1925]
article-paragraph: Ἤρχισαν ἤδη ἡ κίνησις διὰ τὴν ἀνάδειξιν τῶν ὑποψηφίων διὰ τὰς προσεχεῖς δημοτικὰς ἐκλογάς. Συζητοῦνται τὰ ὀνόματα πολλῶν ὡς ὑποψηφίων διὰ τὸ ἀξίωμα τοῦ Δημάρχου, μεταξὺ τῶν ὁποίων ὁ κ. Π. Σουλιώτης, ὁ κ. Κ. Ἀγγελάκης καὶ ὁ κ. Α. Ζάννας.: [936, 757, 1122, 880]
article-turkish-consul: [298, 170, 1120, 722]
article-subheadline: ΞΕΝΑΙ ΣΧΟΛΑΙ: [975, 1067, 1083, 1089]
article-paragraph: ΣΟΦΙΑ, 17. — Ὁ ὑπουργὸς τῶν Ἐξωτερικῶν κ. Καλώφ εἰς δηλώσεις του πρὸς τὴν «Ζαρία» εἶπεν ὅτι ἡ Βουλγαρία ζητεῖ ἐπιμόνως διέξοδον εἰς τὸ Αἰγαῖον, καὶ ἐλπίζει ὅτι αἱ Μ. Δυνάμεις καὶ ἡ Κοινωνία τῶν Ἐθνῶν θὰ ἐξετάσουν εὐμενῶς τὰς βουλγαρικὰς ἀξιώσεις.: [1132, 1305, 1578, 1350]
article-separator: [350, 1339, 511, 1340]
article-separator: [1221, 388, 1489, 389]
